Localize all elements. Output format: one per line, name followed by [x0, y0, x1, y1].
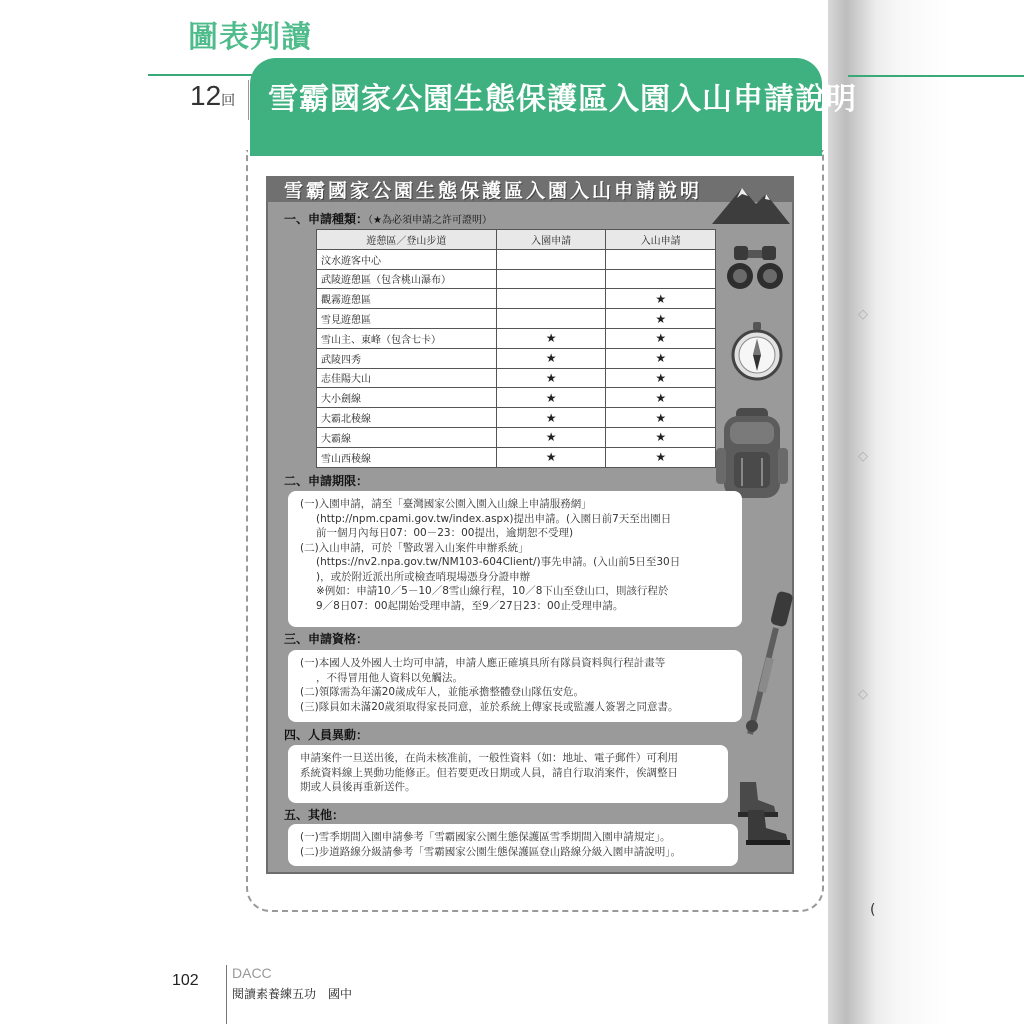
diamond-icon: ◇: [858, 687, 868, 702]
section-heading-other: 五、其他：: [284, 808, 345, 822]
change-line: 系統資料線上異動功能修正。但若要更改日期或人員，請自行取消案件，俟調整日: [300, 766, 678, 779]
park-permit-mark: [496, 269, 606, 289]
table-row: [317, 447, 716, 467]
footer-brand: DACC: [232, 965, 272, 981]
other-line: (二)步道路線分級請參考「雪霸國家公園生態保護區登山路線分級入園申請說明」。: [300, 845, 681, 858]
change-line: 申請案件一旦送出後，在尚未核准前，一般性資料（如：地址、電子郵件）可利用: [300, 752, 678, 764]
backpack-icon: [716, 408, 788, 504]
area-name: 雪山主、東峰（包含七卡）: [317, 328, 497, 348]
table-header-row: [317, 230, 716, 250]
park-permit-mark: ★: [496, 447, 606, 467]
qualify-line: ，不得冒用他人資料以免觸法。: [316, 671, 463, 684]
qualify-line: (二)領隊需為年滿20歲成年人，並能承擔整體登山隊伍安危。: [300, 686, 585, 698]
period-line: (一)入園申請，請至「臺灣國家公園入園入山線上申請服務網」: [300, 498, 592, 510]
table-row: [317, 408, 716, 428]
other-line: (一)雪季期間入園申請參考「雪霸國家公園生態保護區雪季期間入園申請規定」。: [300, 831, 671, 843]
diamond-icon: ◇: [858, 307, 868, 322]
page-title: 雪霸國家公園生態保護區入園入山申請說明: [268, 82, 857, 117]
lesson-number: 12回: [190, 80, 236, 111]
mountain-permit-mark: ★: [606, 309, 716, 329]
mountain-permit-mark: ★: [606, 289, 716, 309]
park-permit-mark: [496, 309, 606, 329]
qualify-line: (三)隊員如未滿20歲須取得家長同意，並於系統上傳家長或監護人簽署之同意書。: [300, 700, 679, 713]
footer-book-title: 閱讀素養練五功 國中: [232, 987, 353, 1001]
period-line: )，或於附近派出所或檢查哨現場憑身分證申辦: [316, 570, 531, 583]
table-row: [317, 368, 716, 388]
park-permit-mark: ★: [496, 408, 606, 428]
area-name: 武陵四秀: [317, 348, 497, 368]
area-name: 觀霧遊憩區: [317, 289, 497, 309]
column-header: 入園申請: [496, 230, 606, 250]
section-heading-change: 四、人員異動：: [284, 728, 369, 742]
mountain-permit-mark: ★: [606, 447, 716, 467]
column-header: 遊憩區／登山步道: [317, 230, 497, 250]
park-permit-mark: ★: [496, 328, 606, 348]
divider: [248, 80, 249, 120]
mountain-permit-mark: ★: [606, 427, 716, 447]
park-permit-mark: [496, 289, 606, 309]
area-name: 大小劍線: [317, 388, 497, 408]
area-name: 大霸北稜線: [317, 408, 497, 428]
column-header: 入山申請: [606, 230, 716, 250]
period-line: 前一個月內每日07：00－23：00提出，逾期恕不受理): [316, 527, 574, 539]
area-name: 武陵遊憩區（包含桃山瀑布）: [317, 269, 497, 289]
area-name: 汶水遊客中心: [317, 249, 497, 269]
table-row: [317, 289, 716, 309]
area-name: 志佳陽大山: [317, 368, 497, 388]
area-name: 大霸線: [317, 427, 497, 447]
mountain-permit-mark: [606, 249, 716, 269]
table-row: [317, 427, 716, 447]
table-row: [317, 388, 716, 408]
period-line: (http://npm.cpami.gov.tw/index.aspx)提出申請。(入園日前7天至出園日: [316, 512, 672, 525]
other-box: [288, 824, 738, 866]
period-line: (二)入山申請，可於「警政署入山案件申辦系統」: [300, 541, 529, 554]
period-box: [288, 491, 742, 627]
period-line: 9／8日07：00起開始受理申請，至9／27日23：00止受理申請。: [316, 599, 624, 612]
table-row: [317, 309, 716, 329]
area-name: 雪見遊憩區: [317, 309, 497, 329]
park-permit-mark: ★: [496, 348, 606, 368]
table-row: [317, 249, 716, 269]
section-tag: 圖表判讀: [188, 20, 312, 55]
park-permit-mark: ★: [496, 388, 606, 408]
period-line: (https://nv2.npa.gov.tw/NM103-604Client/)事先申請。(入山前5日至30日: [316, 556, 681, 568]
application-table: [316, 229, 716, 468]
mountain-permit-mark: [606, 269, 716, 289]
qualify-box: [288, 650, 742, 722]
trekking-pole-icon: [736, 588, 796, 738]
mountain-permit-mark: ★: [606, 348, 716, 368]
mountain-icon: [712, 180, 790, 226]
table-row: [317, 348, 716, 368]
mountain-permit-mark: ★: [606, 388, 716, 408]
park-permit-mark: ★: [496, 368, 606, 388]
footer-divider: [226, 965, 227, 1024]
section-heading-period: 二、申請期限：: [284, 474, 369, 488]
diamond-icon: ◇: [858, 449, 868, 464]
park-permit-mark: ★: [496, 427, 606, 447]
table-row: [317, 328, 716, 348]
change-line: 期或人員後再重新送件。: [300, 781, 416, 793]
table-row: [317, 269, 716, 289]
area-name: 雪山西稜線: [317, 447, 497, 467]
section-heading-types: 一、申請種類：（★為必須申請之許可證明）: [284, 212, 492, 226]
period-line: ※例如：申請10／5－10／8雪山線行程，10／8下山至登山口，則該行程於: [316, 585, 669, 597]
park-permit-mark: [496, 249, 606, 269]
page-gutter: [828, 0, 1024, 1024]
gutter-rule: [848, 75, 1024, 77]
panel-title: 雪霸國家公園生態保護區入園入山申請說明: [284, 180, 703, 202]
change-box: [288, 745, 728, 803]
edge-mark: (: [870, 902, 876, 918]
mountain-permit-mark: ★: [606, 408, 716, 428]
compass-icon: [730, 322, 784, 382]
page-number: 102: [172, 972, 199, 989]
mountain-permit-mark: ★: [606, 368, 716, 388]
section-heading-qualify: 三、申請資格：: [284, 632, 369, 646]
hiking-boots-icon: [734, 780, 792, 846]
mountain-permit-mark: ★: [606, 328, 716, 348]
header-rule: [148, 74, 258, 76]
binoculars-icon: [726, 244, 784, 294]
qualify-line: (一)本國人及外國人士均可申請，申請人應正確填具所有隊員資料與行程計畫等: [300, 657, 666, 669]
